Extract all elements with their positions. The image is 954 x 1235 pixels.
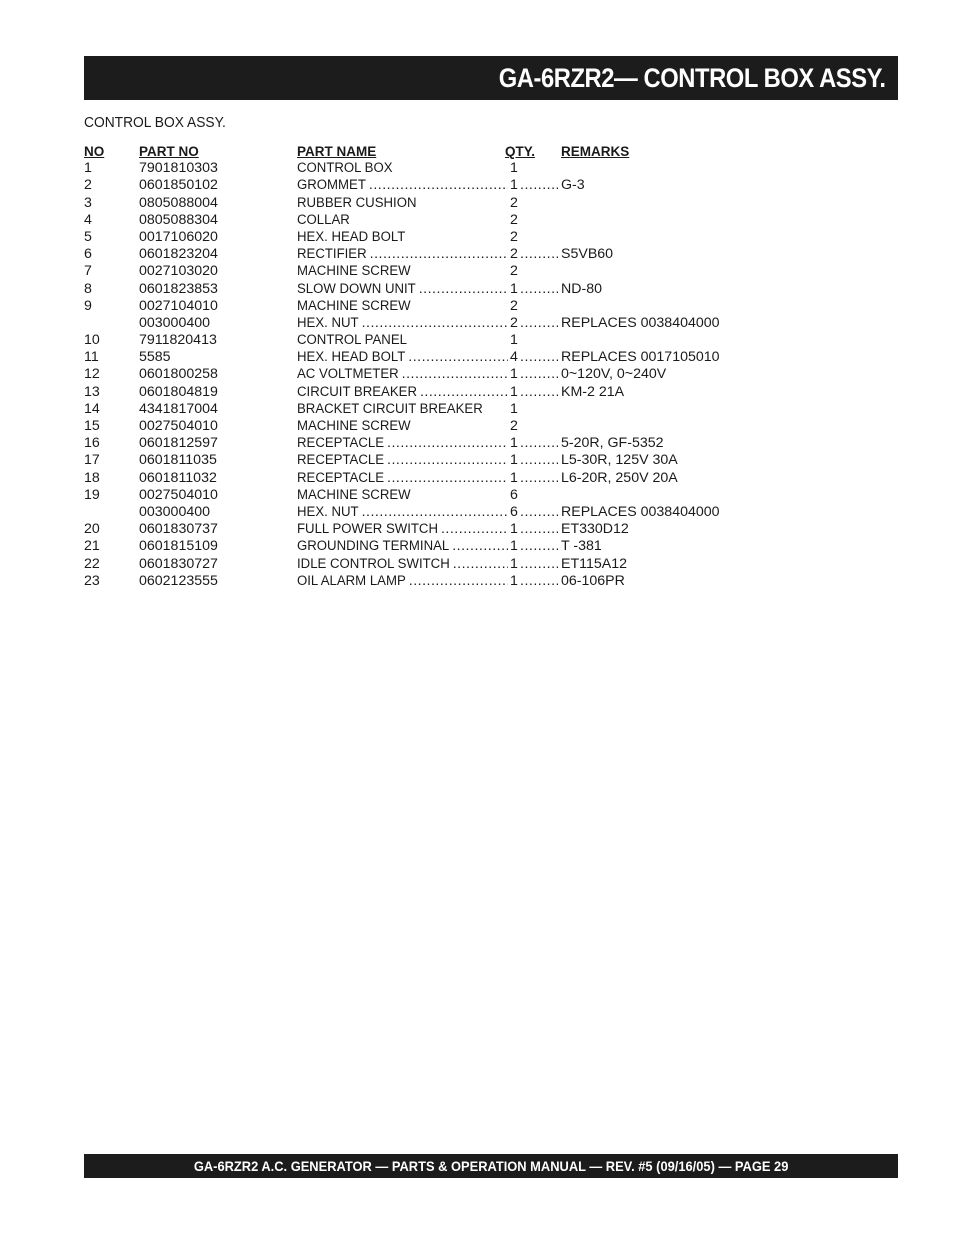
- table-row: [84, 332, 764, 349]
- cell-qty: 1: [510, 366, 518, 383]
- parts-list-table: [84, 143, 764, 590]
- cell-part-no: 0601830727: [139, 555, 218, 572]
- header-remarks: REMARKS: [561, 144, 630, 159]
- cell-remarks: 5-20R, GF-5352: [561, 435, 664, 452]
- cell-qty: 1: [510, 280, 518, 297]
- cell-part-name: FULL POWER SWITCH: [297, 521, 438, 538]
- cell-qty: 6: [510, 486, 518, 503]
- cell-no: 4: [84, 211, 92, 228]
- cell-part-no: 7901810303: [139, 160, 218, 177]
- header-bar: [84, 56, 898, 100]
- cell-remarks: T -381: [561, 538, 602, 555]
- dot-leader: [387, 452, 508, 469]
- cell-remarks: L6-20R, 250V 20A: [561, 469, 678, 486]
- cell-no: 21: [84, 538, 100, 555]
- footer-text: GA-6RZR2 A.C. GENERATOR — PARTS & OPERATION MANUAL — REV. #5 (09/16/05) — PAGE 29: [193, 1158, 789, 1174]
- cell-part-no: 7911820413: [139, 332, 217, 349]
- cell-part-name: HEX. NUT: [297, 314, 359, 331]
- cell-part-no: 0017106020: [139, 228, 218, 245]
- dot-leader: [387, 470, 508, 487]
- cell-no: 13: [84, 383, 100, 400]
- cell-no: 22: [84, 555, 100, 572]
- table-row: [84, 418, 764, 435]
- header-part-name: PART NAME: [297, 144, 377, 159]
- cell-no: 18: [84, 469, 100, 486]
- dot-leader: [452, 538, 508, 555]
- cell-no: 7: [84, 263, 92, 280]
- cell-part-no: 0601812597: [139, 435, 218, 452]
- cell-qty: 2: [510, 246, 518, 263]
- cell-part-name: MACHINE SCREW: [297, 418, 411, 434]
- cell-qty: 2: [510, 314, 518, 331]
- dot-leader: [441, 521, 508, 538]
- table-row: [84, 573, 764, 590]
- dot-leader: [520, 521, 558, 538]
- header-qty: QTY.: [505, 144, 536, 159]
- cell-part-name: CONTROL BOX: [297, 160, 393, 177]
- dot-leader: [362, 315, 508, 332]
- cell-remarks: ND-80: [561, 280, 602, 297]
- cell-qty: 1: [510, 177, 518, 194]
- cell-part-name: COLLAR: [297, 211, 350, 228]
- cell-part-name: CONTROL PANEL: [297, 332, 407, 349]
- cell-qty: 1: [510, 538, 518, 555]
- dot-leader: [408, 349, 508, 366]
- cell-qty: 2: [510, 263, 518, 280]
- table-row: [84, 384, 764, 401]
- cell-remarks: KM-2 21A: [561, 383, 625, 400]
- cell-remarks: S5VB60: [561, 246, 614, 263]
- dot-leader: [520, 315, 558, 332]
- dot-leader: [387, 435, 508, 452]
- footer-bar: [84, 1154, 898, 1178]
- cell-part-no: 0601823853: [139, 280, 218, 297]
- cell-no: 16: [84, 435, 100, 452]
- cell-part-name: RECEPTACLE: [297, 452, 385, 469]
- cell-no: 5: [84, 228, 92, 245]
- cell-part-name: RECTIFIER: [297, 246, 367, 263]
- table-row: [84, 538, 764, 555]
- cell-part-name: HEX. HEAD BOLT: [297, 228, 406, 245]
- cell-part-no: 0601800258: [139, 366, 218, 383]
- dot-leader: [520, 573, 558, 590]
- cell-qty: 1: [510, 521, 518, 538]
- cell-no: 23: [84, 572, 100, 589]
- dot-leader: [520, 470, 558, 487]
- table-row: [84, 470, 764, 487]
- dot-leader: [419, 281, 508, 298]
- dot-leader: [520, 556, 558, 573]
- cell-part-name: SLOW DOWN UNIT: [297, 280, 416, 297]
- dot-leader: [370, 246, 508, 263]
- cell-part-no: 0601811032: [139, 469, 217, 486]
- cell-no: 2: [84, 177, 92, 194]
- cell-qty: 6: [510, 503, 518, 520]
- cell-no: 10: [84, 332, 100, 349]
- table-row: [84, 281, 764, 298]
- cell-part-no: 0601811035: [139, 452, 217, 469]
- cell-qty: 2: [510, 228, 518, 245]
- cell-no: 6: [84, 246, 92, 263]
- cell-part-no: 003000400: [139, 503, 211, 520]
- table-row: [84, 556, 764, 573]
- cell-part-no: 0027103020: [139, 263, 218, 280]
- table-row: [84, 366, 764, 383]
- dot-leader: [520, 349, 558, 366]
- cell-part-name: RUBBER CUSHION: [297, 194, 417, 211]
- dot-leader: [362, 504, 508, 521]
- cell-remarks: REPLACES 0038404000: [561, 503, 720, 520]
- cell-part-no: 0805088004: [139, 194, 218, 211]
- cell-qty: 1: [510, 469, 518, 486]
- dot-leader: [420, 384, 508, 401]
- table-row: [84, 263, 764, 280]
- cell-part-name: HEX. HEAD BOLT: [297, 349, 406, 366]
- cell-no: 3: [84, 194, 92, 211]
- page-title: GA-6RZR2— CONTROL BOX ASSY.: [499, 62, 886, 93]
- cell-qty: 1: [510, 400, 518, 417]
- cell-remarks: L5-30R, 125V 30A: [561, 452, 678, 469]
- cell-part-no: 0601830737: [139, 521, 218, 538]
- dot-leader: [520, 281, 558, 298]
- cell-no: 14: [84, 400, 100, 417]
- table-row: [84, 246, 764, 263]
- cell-part-no: 0805088304: [139, 211, 218, 228]
- table-header-row: [84, 143, 764, 160]
- dot-leader: [520, 504, 558, 521]
- cell-part-no: 0027504010: [139, 486, 218, 503]
- dot-leader: [520, 538, 558, 555]
- cell-part-name: RECEPTACLE: [297, 469, 385, 486]
- cell-part-name: BRACKET CIRCUIT BREAKER: [297, 400, 483, 417]
- cell-qty: 1: [510, 572, 518, 589]
- cell-part-no: 0027104010: [139, 297, 218, 314]
- dot-leader: [520, 366, 558, 383]
- cell-part-name: OIL ALARM LAMP: [297, 572, 406, 589]
- cell-qty: 2: [510, 211, 518, 228]
- cell-part-no: 0601823204: [139, 246, 218, 263]
- cell-remarks: 0~120V, 0~240V: [561, 366, 667, 383]
- table-row: [84, 177, 764, 194]
- table-row: [84, 212, 764, 229]
- cell-part-name: MACHINE SCREW: [297, 263, 411, 280]
- cell-qty: 4: [510, 349, 518, 366]
- cell-part-name: MACHINE SCREW: [297, 297, 411, 314]
- table-row: [84, 521, 764, 538]
- table-row: [84, 195, 764, 212]
- cell-no: 12: [84, 366, 100, 383]
- cell-remarks: REPLACES 0017105010: [561, 349, 720, 366]
- cell-no: 17: [84, 452, 100, 469]
- dot-leader: [402, 366, 508, 383]
- cell-part-name: MACHINE SCREW: [297, 486, 411, 503]
- table-row: [84, 435, 764, 452]
- cell-remarks: 06-106PR: [561, 572, 625, 589]
- cell-part-no: 4341817004: [139, 400, 218, 417]
- cell-part-name: HEX. NUT: [297, 503, 359, 520]
- cell-part-name: CIRCUIT BREAKER: [297, 383, 417, 400]
- table-row: [84, 401, 764, 418]
- dot-leader: [453, 556, 508, 573]
- dot-leader: [520, 384, 558, 401]
- cell-remarks: REPLACES 0038404000: [561, 314, 720, 331]
- table-row: [84, 452, 764, 469]
- cell-qty: 2: [510, 194, 518, 211]
- cell-remarks: G-3: [561, 177, 585, 194]
- table-row: [84, 298, 764, 315]
- dot-leader: [409, 573, 508, 590]
- table-row: [84, 504, 764, 521]
- cell-qty: 2: [510, 297, 518, 314]
- cell-qty: 1: [510, 332, 518, 349]
- cell-no: 19: [84, 486, 100, 503]
- cell-qty: 1: [510, 160, 518, 177]
- cell-part-no: 0601804819: [139, 383, 218, 400]
- cell-qty: 1: [510, 452, 518, 469]
- dot-leader: [520, 435, 558, 452]
- table-row: [84, 160, 764, 177]
- cell-part-no: 0027504010: [139, 418, 218, 434]
- dot-leader: [520, 177, 558, 194]
- cell-qty: 1: [510, 435, 518, 452]
- cell-part-no: 5585: [139, 349, 171, 366]
- cell-part-name: GROMMET: [297, 177, 366, 194]
- table-row: [84, 229, 764, 246]
- table-row: [84, 349, 764, 366]
- header-part-no: PART NO: [139, 144, 199, 159]
- dot-leader: [369, 177, 508, 194]
- table-row: [84, 315, 764, 332]
- dot-leader: [520, 246, 558, 263]
- cell-part-no: 0602123555: [139, 572, 218, 589]
- cell-remarks: ET330D12: [561, 521, 629, 538]
- cell-part-name: RECEPTACLE: [297, 435, 385, 452]
- cell-no: 20: [84, 521, 100, 538]
- cell-qty: 2: [510, 418, 518, 434]
- cell-part-no: 0601815109: [139, 538, 218, 555]
- cell-remarks: ET115A12: [561, 555, 627, 572]
- cell-part-name: GROUNDING TERMINAL: [297, 538, 450, 555]
- section-title: CONTROL BOX ASSY.: [84, 114, 226, 131]
- dot-leader: [520, 452, 558, 469]
- cell-qty: 1: [510, 555, 518, 572]
- cell-part-name: IDLE CONTROL SWITCH: [297, 555, 450, 572]
- cell-no: 8: [84, 280, 92, 297]
- header-no: NO: [84, 144, 105, 159]
- cell-part-no: 003000400: [139, 314, 211, 331]
- cell-part-name: AC VOLTMETER: [297, 366, 399, 383]
- cell-no: 15: [84, 418, 100, 434]
- cell-part-no: 0601850102: [139, 177, 218, 194]
- table-row: [84, 487, 764, 504]
- cell-no: 11: [84, 349, 99, 366]
- cell-no: 9: [84, 297, 92, 314]
- cell-qty: 1: [510, 383, 518, 400]
- cell-no: 1: [84, 160, 92, 177]
